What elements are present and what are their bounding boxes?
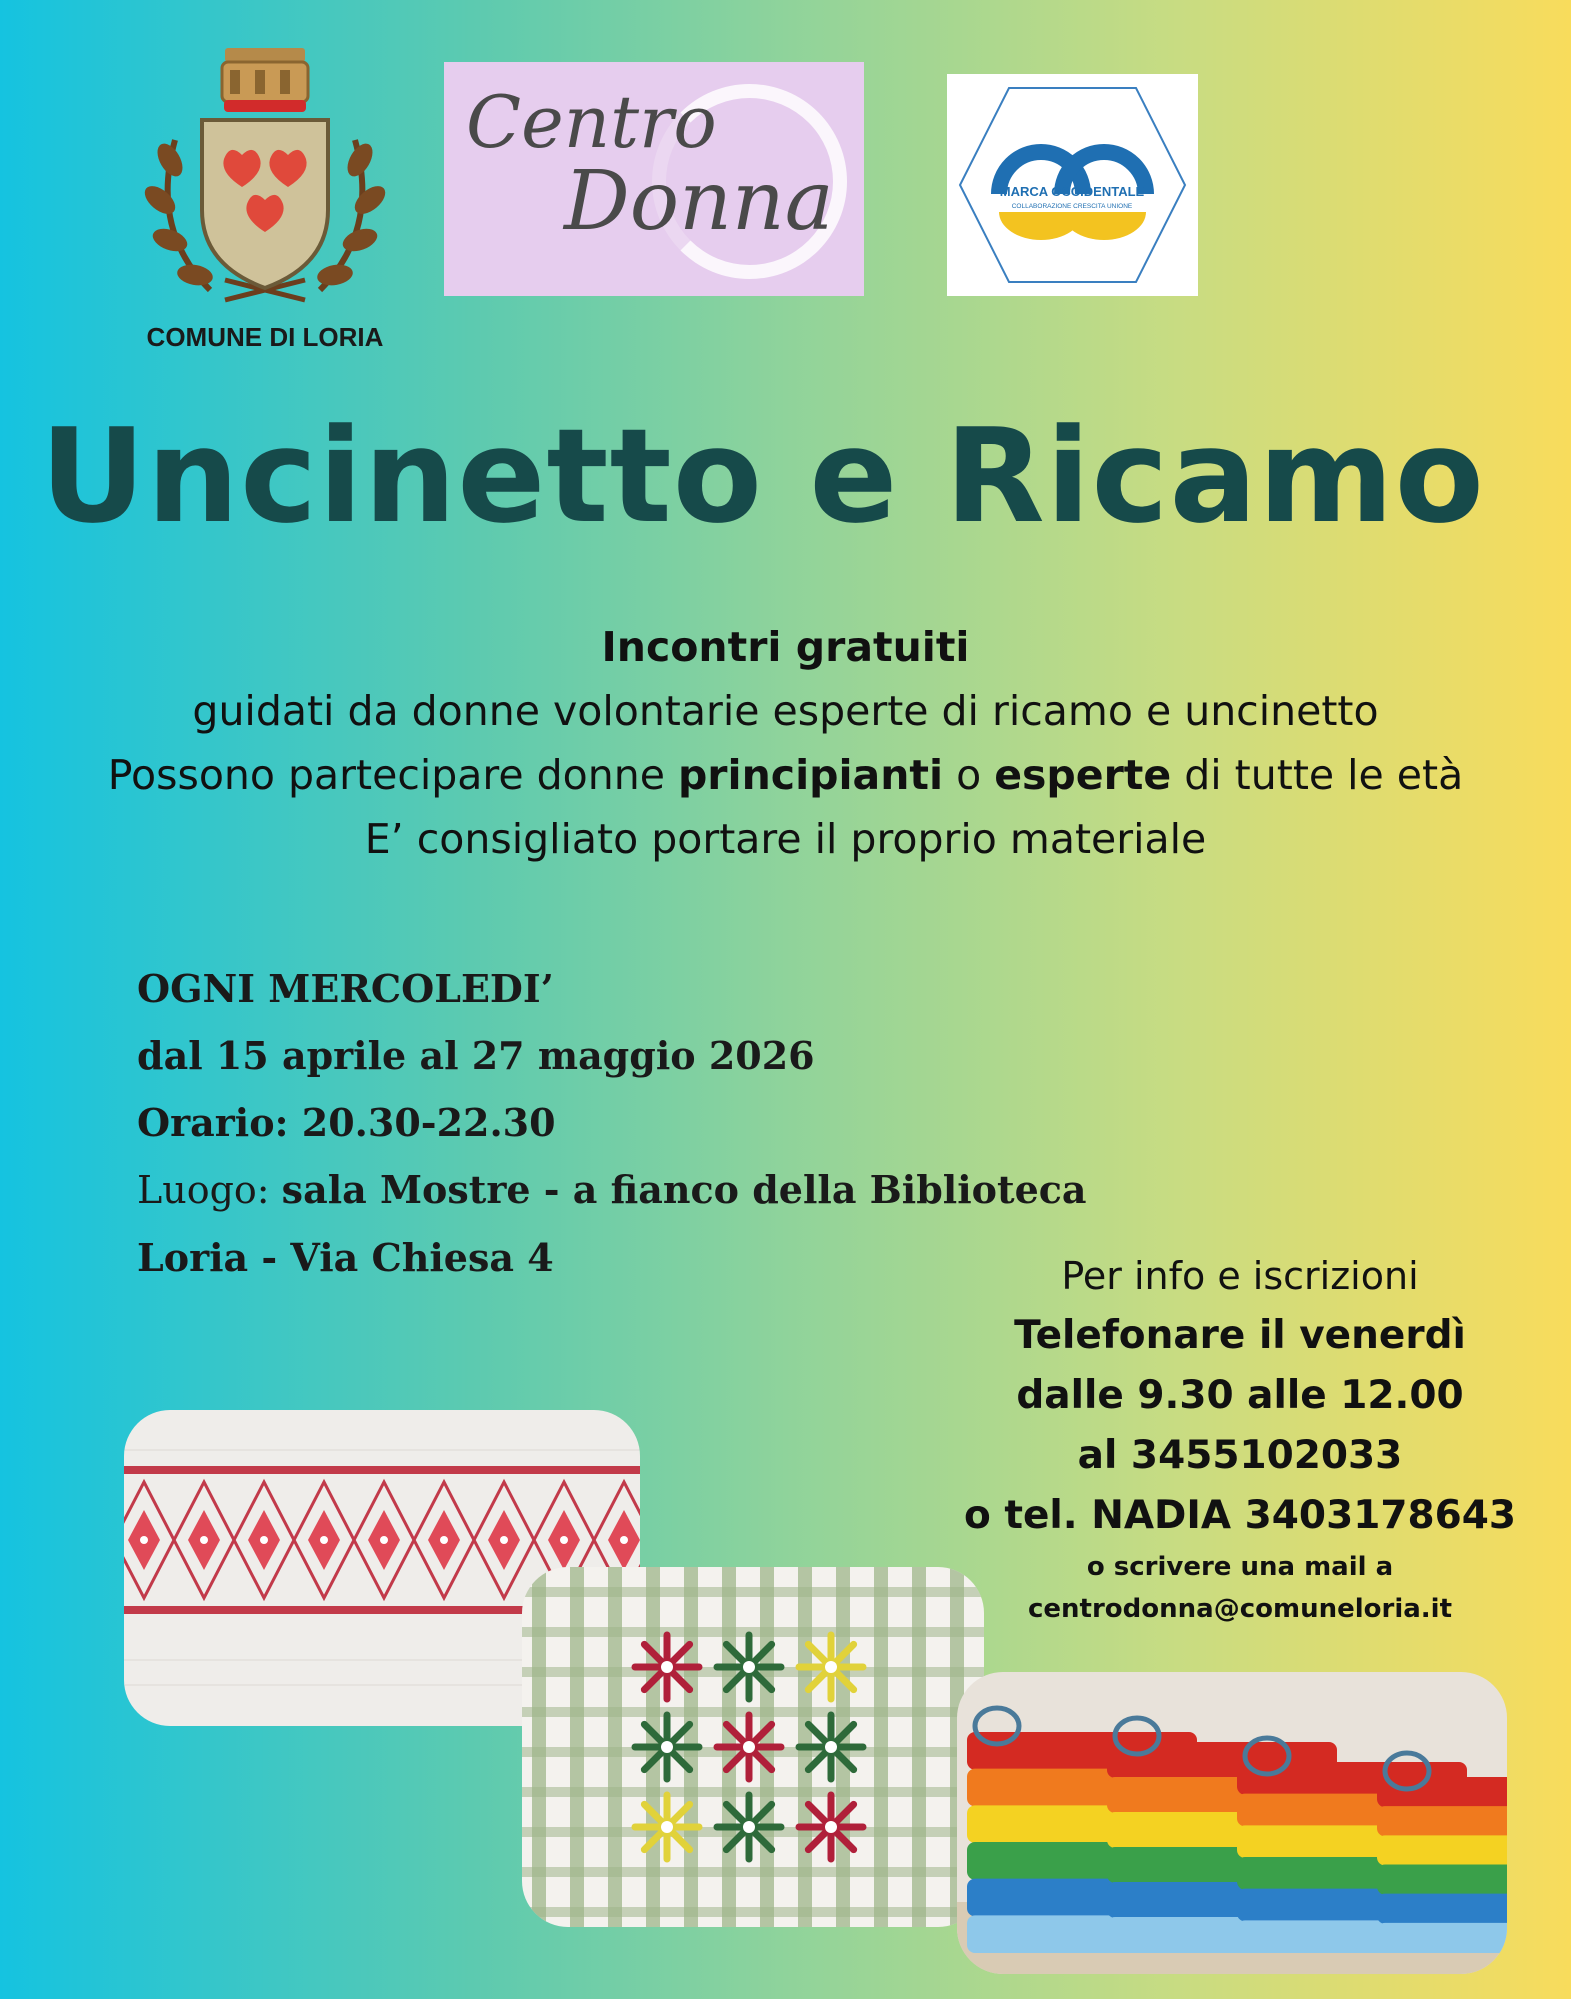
intro-heading: Incontri gratuiti: [601, 623, 970, 671]
marca-logo-line-2: COLLABORAZIONE CRESCITA UNIONE: [1011, 203, 1133, 210]
contacts-info: Per info e iscrizioni: [1061, 1254, 1419, 1298]
intro-line-2-bold-1: principianti: [677, 751, 944, 799]
schedule-place-label: Luogo:: [137, 1168, 282, 1212]
schedule-day: OGNI MERCOLEDI’: [137, 966, 554, 1011]
comune-crest-icon: [130, 40, 400, 320]
schedule-block: [137, 955, 1137, 1291]
schedule-address: Loria - Via Chiesa 4: [137, 1235, 554, 1280]
centro-logo-word-2: Donna: [564, 154, 834, 249]
intro-block: [0, 615, 1571, 871]
contacts-email-link[interactable]: centrodonna@comuneloria.it: [1028, 1594, 1452, 1624]
intro-line-2-mid: o: [943, 751, 995, 799]
schedule-place: [137, 1156, 1137, 1224]
comune-label: COMUNE DI LORIA: [146, 322, 384, 352]
marca-logo-line-1: MARCA OCCIDENTALE: [999, 184, 1145, 199]
contacts-call: Telefonare il venerdì: [1014, 1313, 1466, 1358]
page-title: Uncinetto e Ricamo: [40, 400, 1485, 552]
schedule-hours: Orario: 20.30-22.30: [137, 1100, 556, 1145]
photo-crochet-bags: [957, 1672, 1507, 1974]
schedule-place-value: sala Mostre - a fianco della Biblioteca: [281, 1167, 1087, 1212]
marca-occidentale-logo: [947, 74, 1198, 296]
intro-line-1: guidati da donne volontarie esperte di ricamo e uncinetto: [192, 687, 1379, 735]
intro-line-2-post: di tutte le età: [1171, 751, 1464, 799]
contacts-hours: dalle 9.30 alle 12.00: [1016, 1373, 1464, 1418]
contacts-phone-2: o tel. NADIA 3403178643: [963, 1493, 1517, 1538]
intro-line-2: [0, 743, 1571, 807]
contacts-mail-label: o scrivere una mail a: [1086, 1552, 1394, 1582]
schedule-dates: dal 15 aprile al 27 maggio 2026: [137, 1033, 815, 1078]
centro-donna-logo: [444, 62, 864, 296]
photo-green-embroidery: [522, 1567, 984, 1927]
intro-line-3: E’ consigliato portare il proprio materiale: [364, 815, 1207, 863]
centro-logo-word-1: Centro: [466, 80, 717, 164]
intro-line-2-pre: Possono partecipare donne: [107, 751, 678, 799]
intro-line-2-bold-2: esperte: [994, 751, 1172, 799]
contacts-block: [960, 1246, 1520, 1630]
contacts-phone-1: al 3455102033: [1077, 1433, 1403, 1478]
